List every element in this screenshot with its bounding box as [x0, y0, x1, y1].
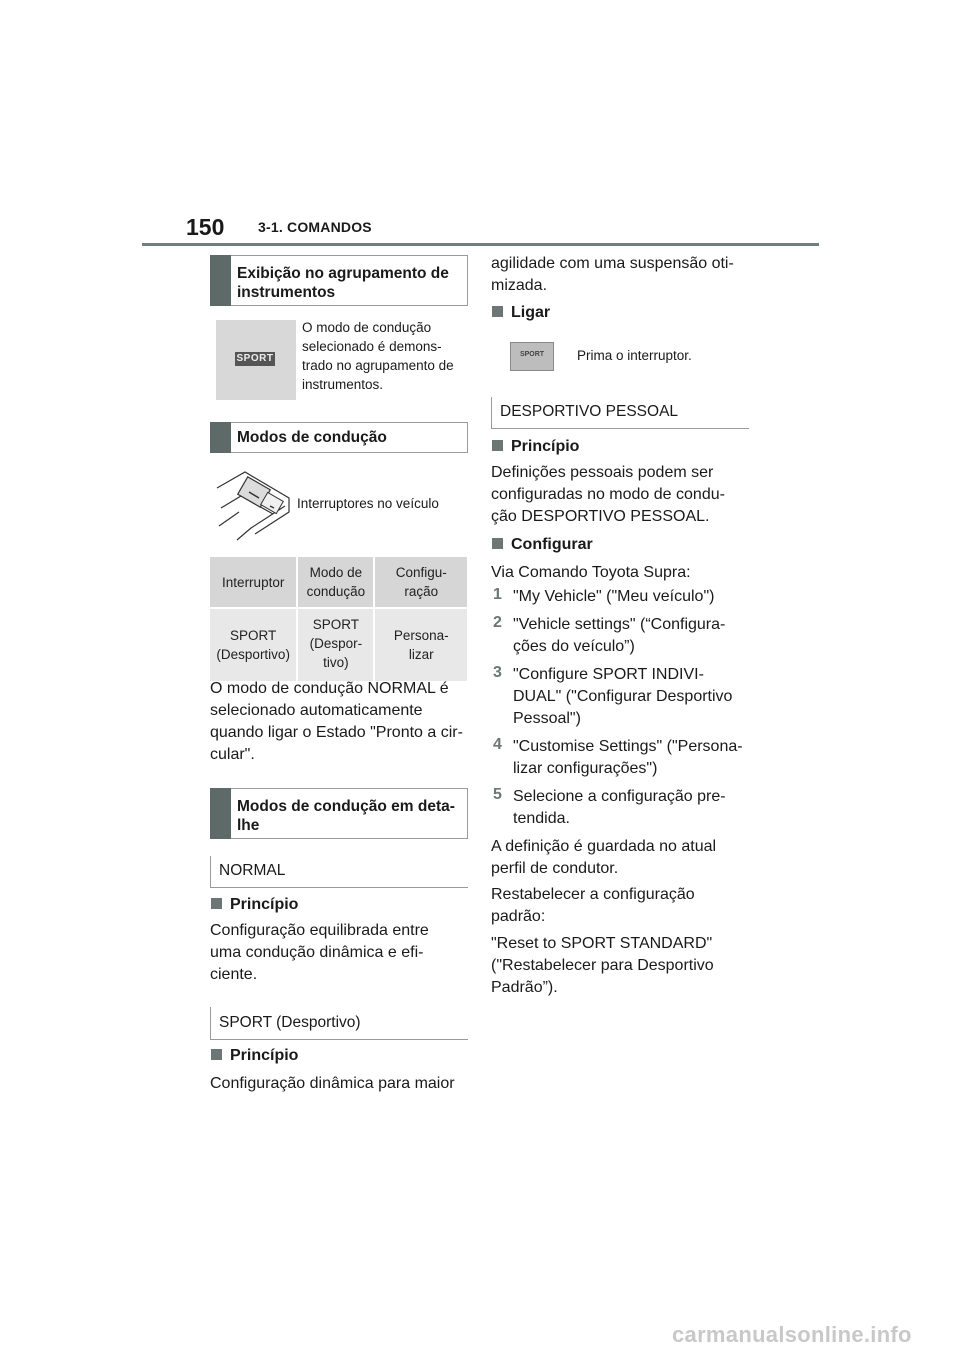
- normal-mode-paragraph: O modo de condução NORMAL é selecionado automaticamente quando ligar o Estado "Pronto a cir- cular".: [210, 680, 463, 763]
- individual-label-box: DESPORTIVO PESSOAL: [491, 397, 749, 429]
- watermark: carmanualsonline.info: [672, 1322, 912, 1347]
- table-cell: SPORT (Desportivo): [210, 608, 297, 681]
- table-header-cell: Interruptor: [210, 557, 297, 608]
- heading-driving-modes: [210, 422, 468, 453]
- drive-mode-table: [210, 557, 467, 681]
- table-header-cell: Modo de condução: [297, 557, 374, 608]
- drive-mode-switch-icon: [215, 468, 291, 542]
- heading-modes-detail: [210, 788, 468, 839]
- bullet-square-icon: [492, 306, 503, 317]
- principle-heading: Princípio: [211, 1047, 298, 1065]
- section-title: 3-1. COMANDOS: [258, 219, 372, 235]
- bullet-square-icon: [492, 440, 503, 451]
- table-cell: SPORT (Despor- tivo): [297, 608, 374, 681]
- saved-text: A definição é guardada no atual perfil de condutor.: [491, 838, 717, 877]
- switch-on-heading: Ligar: [492, 304, 550, 322]
- step-number: 5: [493, 786, 502, 803]
- step-number: 3: [493, 664, 502, 681]
- bullet-square-icon: [211, 898, 222, 909]
- table-header-row: [210, 557, 467, 608]
- table-header-cell: Configu- ração: [374, 557, 467, 608]
- sport-button-image: [510, 342, 554, 371]
- principle-text: Configuração equilibrada entre uma condução dinâmica e efi- ciente.: [210, 922, 429, 983]
- sport-label-box: SPORT (Desportivo): [210, 1007, 468, 1040]
- step-text: "Customise Settings" ("Persona- lizar configurações"): [513, 738, 743, 777]
- principle-heading: Princípio: [211, 896, 298, 914]
- step-text: "Configure SPORT INDIVI- DUAL" ("Configurar Desportivo Pessoal"): [513, 666, 733, 727]
- sport-button-label: SPORT: [519, 351, 545, 358]
- step-number: 4: [493, 736, 502, 753]
- configure-heading: Configurar: [492, 536, 593, 554]
- continued-text: agilidade com uma suspensão oti- mizada.: [491, 255, 734, 294]
- sport-display-icon: [216, 320, 296, 400]
- bullet-square-icon: [492, 538, 503, 549]
- restore-text: Restabelecer a configuração padrão:: [491, 886, 695, 925]
- heading-text: Modos de condução: [237, 429, 387, 446]
- sport-badge: SPORT: [236, 353, 274, 364]
- normal-label-box: NORMAL: [210, 856, 468, 888]
- heading-text: Exibição no agrupamento de instrumentos: [237, 265, 449, 301]
- heading-text: Modos de condução em deta-lhe: [237, 798, 455, 834]
- bullet-square-icon: [211, 1049, 222, 1060]
- principle-text: Configuração dinâmica para maior: [210, 1075, 455, 1092]
- switch-caption: Interruptores no veículo: [297, 496, 439, 511]
- cluster-description: O modo de condução selecionado é demons- trado no agrupamento de instrumentos.: [302, 320, 454, 392]
- principle-heading: Princípio: [492, 438, 579, 456]
- step-text: "Vehicle settings" (“Configura- ções do veículo”): [513, 616, 726, 655]
- header-rule: [142, 243, 819, 246]
- step-text: "My Vehicle" ("Meu veículo"): [513, 588, 715, 605]
- table-row: [210, 608, 467, 681]
- reset-text: "Reset to SPORT STANDARD" ("Restabelecer para Desportivo Padrão”).: [491, 935, 714, 996]
- step-number: 1: [493, 586, 502, 603]
- via-text: Via Comando Toyota Supra:: [491, 564, 691, 581]
- page-number: 150: [186, 214, 225, 240]
- press-caption: Prima o interruptor.: [577, 348, 692, 363]
- step-number: 2: [493, 614, 502, 631]
- principle-text: Definições pessoais podem ser configuradas no modo de condu- ção DESPORTIVO PESSOAL.: [491, 464, 725, 525]
- heading-cluster-display: [210, 255, 468, 306]
- table-cell: Persona- lizar: [374, 608, 467, 681]
- step-text: Selecione a configuração pre- tendida.: [513, 788, 726, 827]
